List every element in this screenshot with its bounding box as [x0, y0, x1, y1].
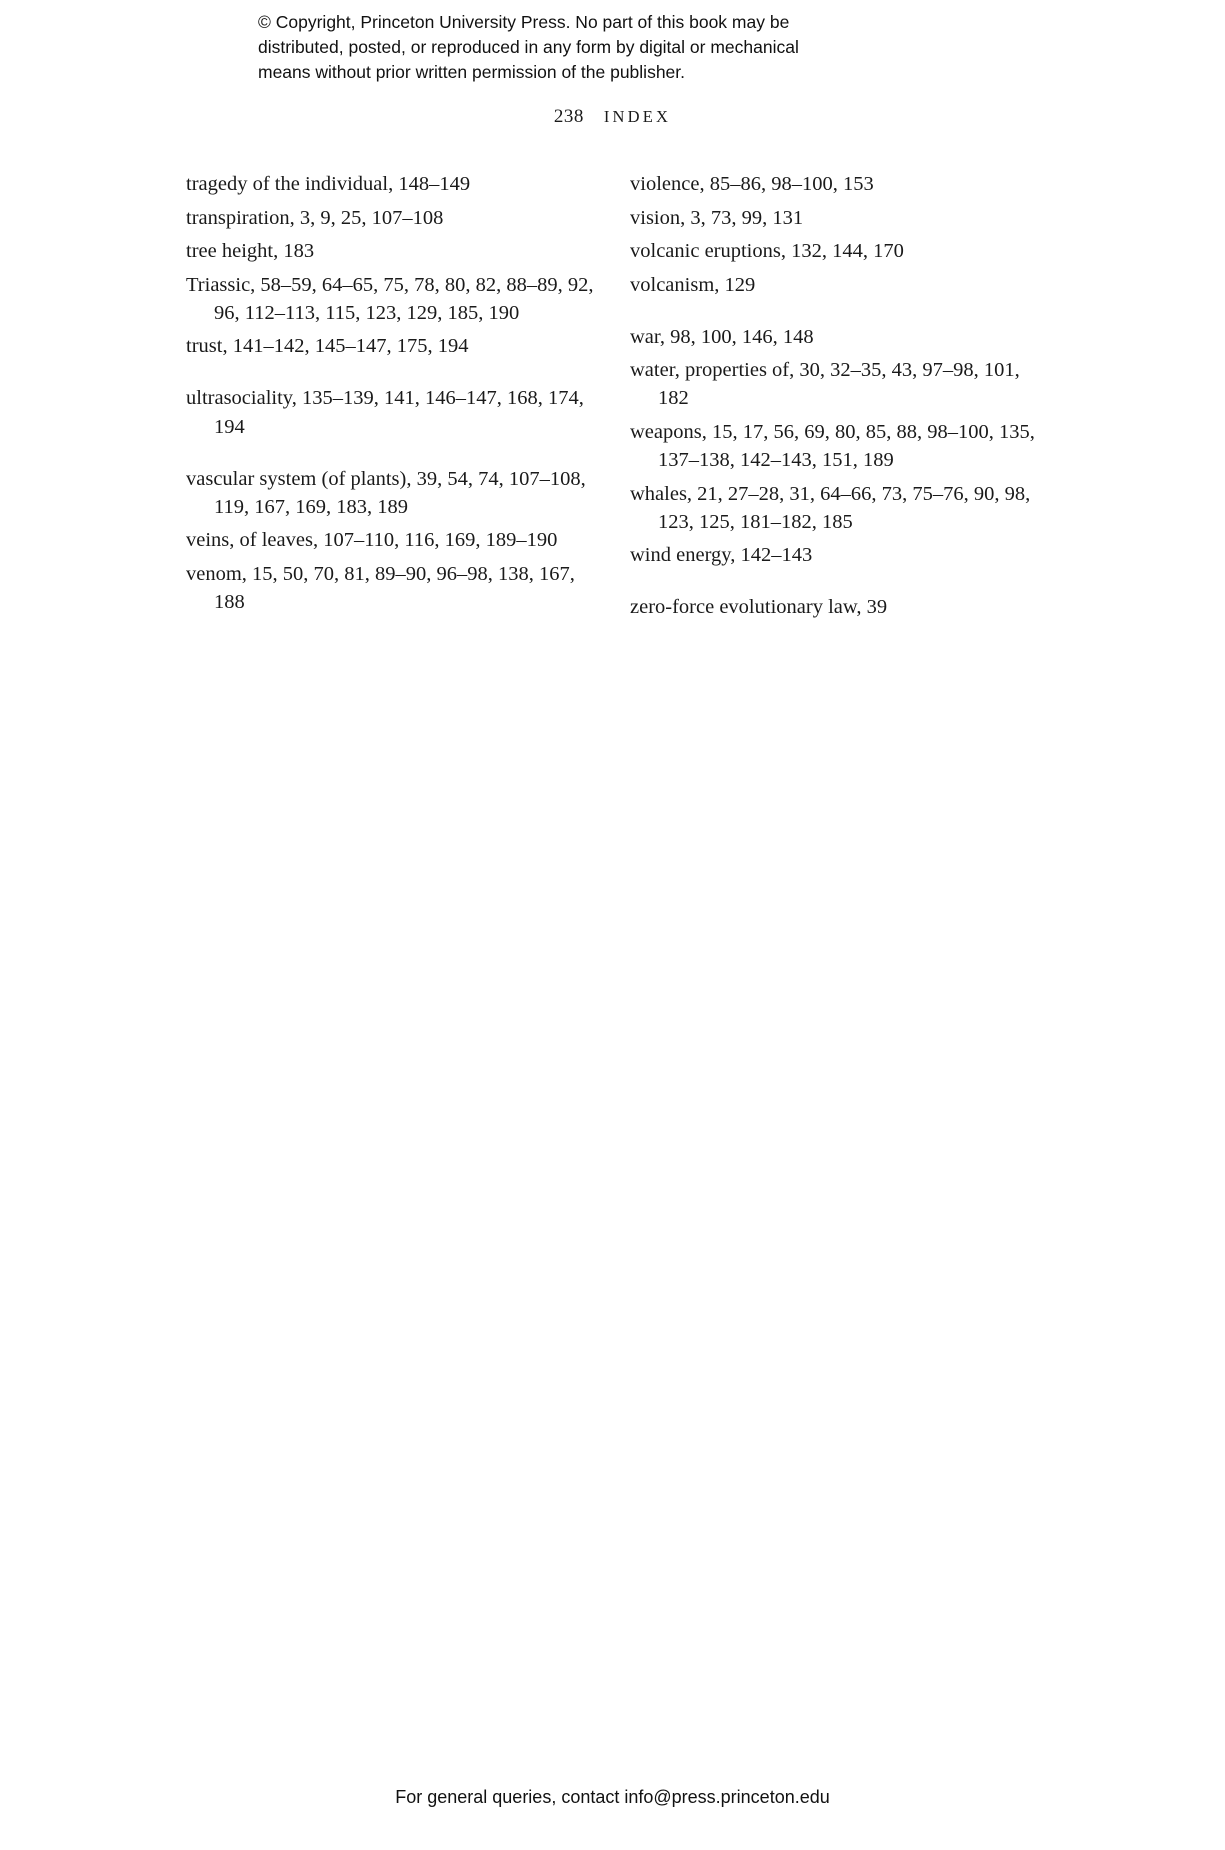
running-head: [0, 106, 1225, 128]
copyright-line-3: means without prior written permission of the publisher.: [258, 61, 686, 82]
index-entry: venom, 15, 50, 70, 81, 89–90, 96–98, 138, 167, 188: [186, 562, 575, 613]
index-entry: trust, 141–142, 145–147, 175, 194: [186, 335, 469, 358]
index-entry: ultrasociality, 135–139, 141, 146–147, 168, 174, 194: [186, 387, 584, 438]
index-entry: transpiration, 3, 9, 25, 107–108: [186, 206, 444, 229]
page-number: 238: [553, 106, 584, 127]
running-head-label: INDEX: [603, 107, 672, 126]
index-column-left: [186, 170, 606, 622]
copyright-notice: [258, 10, 958, 85]
index-entry: war, 98, 100, 146, 148: [630, 325, 814, 348]
index-entry: wind energy, 142–143: [630, 544, 813, 567]
index-entry: violence, 85–86, 98–100, 153: [630, 173, 874, 195]
index-entry: vascular system (of plants), 39, 54, 74, 107–108, 119, 167, 169, 183, 189: [186, 467, 586, 518]
index-entry: volcanism, 129: [630, 273, 756, 296]
index-entry: water, properties of, 30, 32–35, 43, 97–98, 101, 182: [630, 359, 1020, 410]
index-entry: weapons, 15, 17, 56, 69, 80, 85, 88, 98–100, 135, 137–138, 142–143, 151, 189: [630, 421, 1035, 472]
index-entry: volcanic eruptions, 132, 144, 170: [630, 240, 904, 263]
index-column-right: [630, 170, 1050, 627]
copyright-line-2: distributed, posted, or reproduced in any form by digital or mechanical: [258, 36, 799, 57]
index-entry: veins, of leaves, 107–110, 116, 169, 189–190: [186, 529, 558, 552]
index-columns: [0, 170, 1225, 690]
footer-queries: For general queries, contact info@press.princeton.edu: [395, 1787, 830, 1807]
index-entry: whales, 21, 27–28, 31, 64–66, 73, 75–76, 90, 98, 123, 125, 181–182, 185: [630, 482, 1031, 533]
index-entry: tree height, 183: [186, 240, 315, 263]
index-entry: tragedy of the individual, 148–149: [186, 173, 471, 195]
index-entry: zero-force evolutionary law, 39: [630, 596, 888, 619]
index-entry: Triassic, 58–59, 64–65, 75, 78, 80, 82, 88–89, 92, 96, 112–113, 115, 123, 129, 185, 190: [186, 273, 594, 324]
index-entry: vision, 3, 73, 99, 131: [630, 206, 804, 229]
copyright-line-1: © Copyright, Princeton University Press. No part of this book may be: [258, 12, 790, 32]
